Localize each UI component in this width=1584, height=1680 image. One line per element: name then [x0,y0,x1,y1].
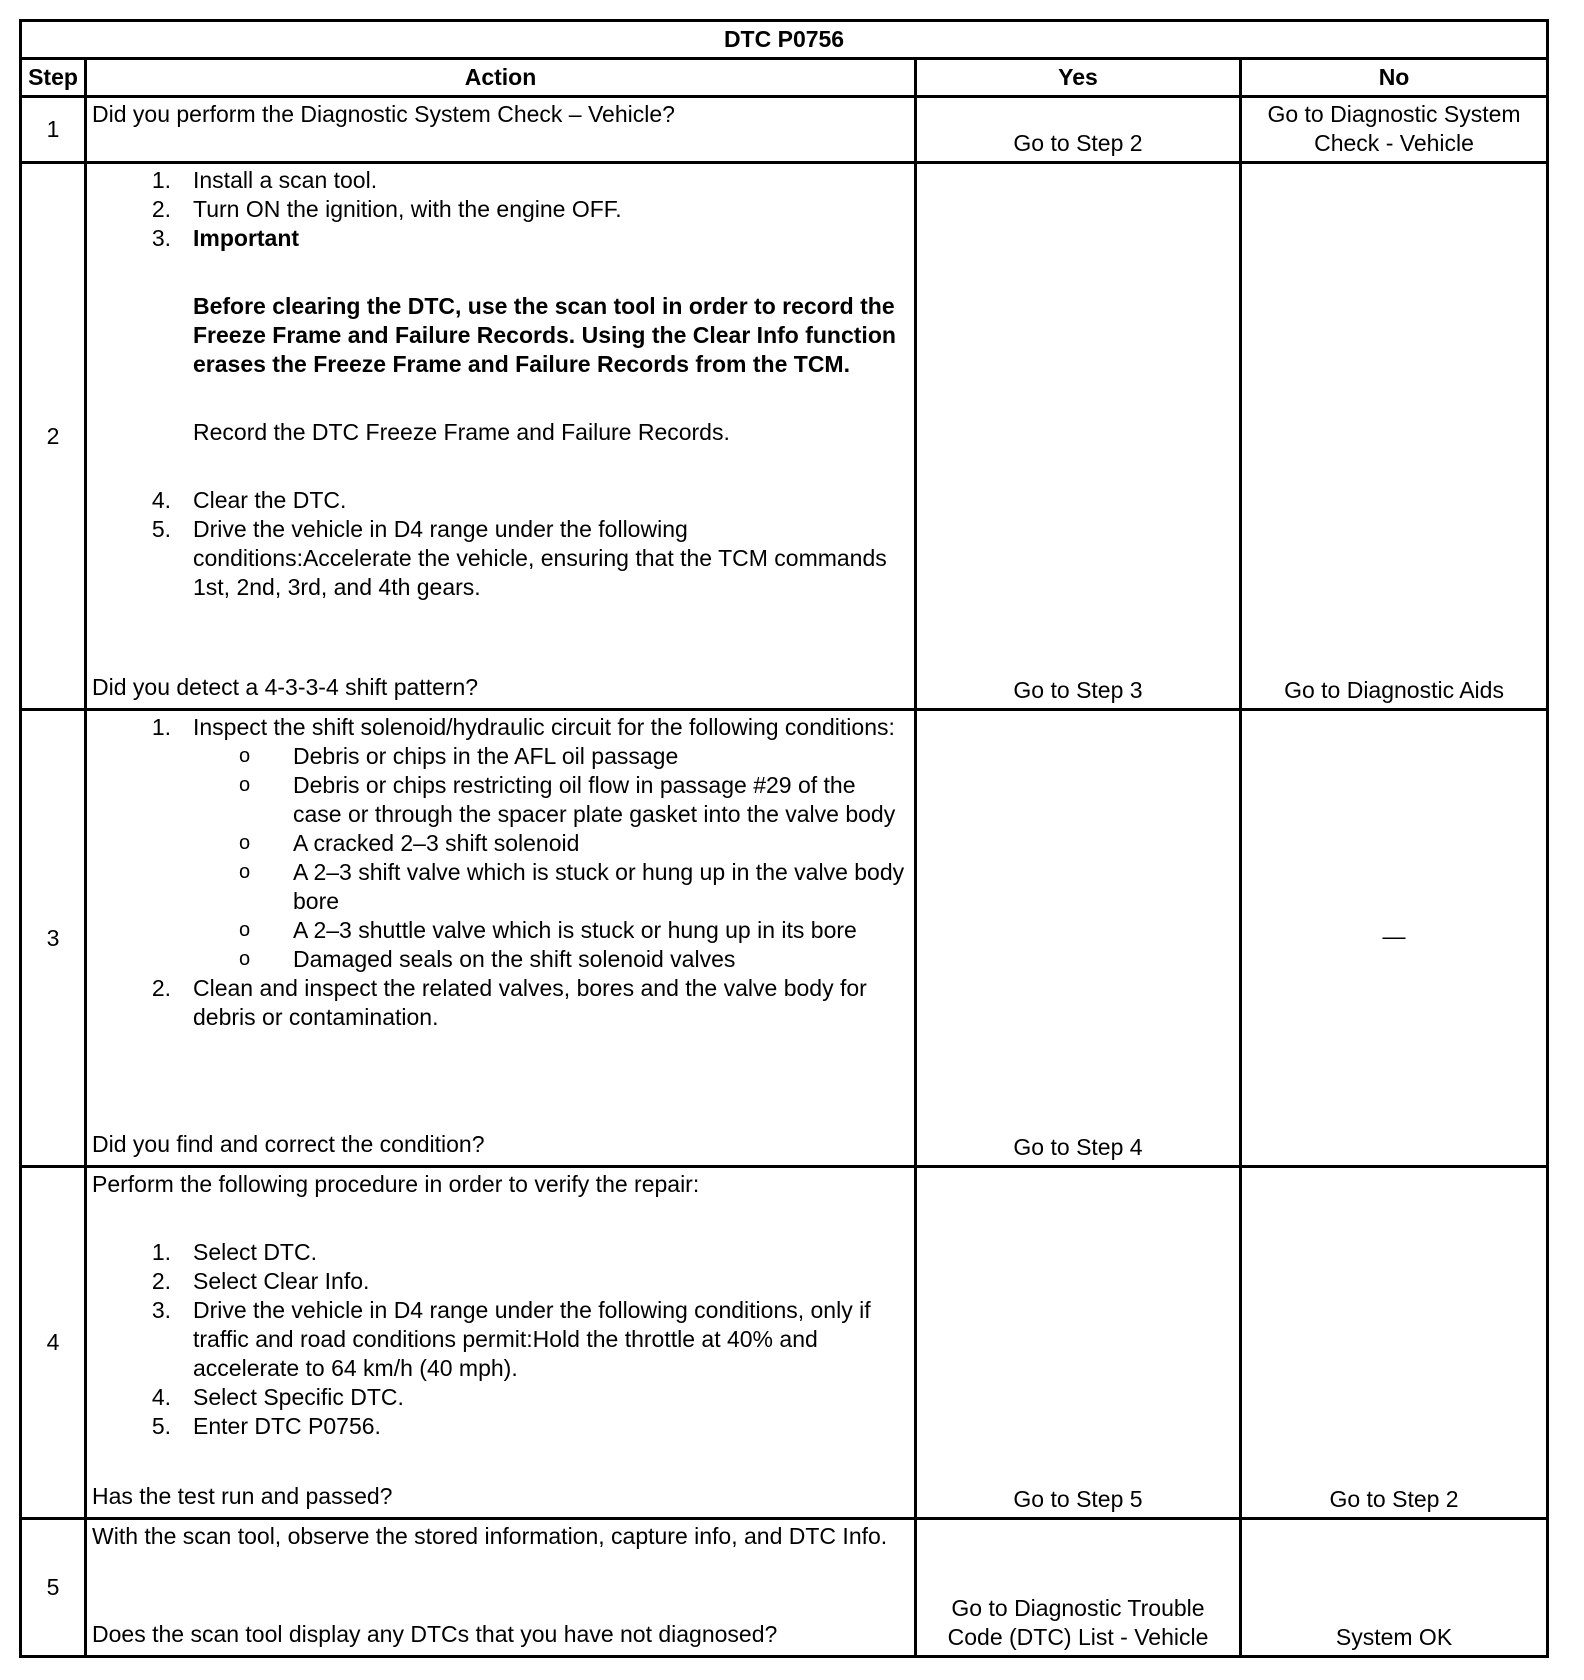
no-cell: Go to Step 2 [1241,1167,1548,1519]
no-cell: System OK [1241,1519,1548,1657]
important-note: Before clearing the DTC, use the scan tool in order to record the Freeze Frame and Failure Records. Using the Clear Info function erases the Freeze Frame and Failure Records from the TCM. [193,293,896,377]
action-cell [86,163,916,710]
header-action: Action [86,59,916,97]
list-item: 5. Enter DTC P0756. [151,1413,381,1439]
header-no: No [1241,59,1548,97]
condition-item: o A 2–3 shuttle valve which is stuck or hung up in its bore [239,917,857,943]
yes-cell: Go to Step 5 [916,1167,1241,1519]
list-item: 1. Inspect the shift solenoid/hydraulic circuit for the following conditions: o Debris or chips in the AFL oil passage o Debris or chips restricting oil flow in passage #29 of the case or through the spacer plate gasket into the valve body o A cracked 2–3 shift solenoid o A 2–3 shift valve which is stuck or hung up in the valve body bore o A 2–3 shuttle valve which is stuck or hung up in its bore o Damaged seals on the shift solenoid valves [92,713,910,974]
table-row-step-3 [21,710,1548,1167]
step-question: Does the scan tool display any DTCs that you have not diagnosed? [92,1621,778,1647]
list-item: 5. Drive the vehicle in D4 range under the following conditions:Accelerate the vehicle, ensuring that the TCM commands 1st, 2nd, 3rd, and 4th gears. [151,516,887,600]
table-title-row [21,21,1548,59]
action-cell [86,710,916,1167]
step-number: 4 [21,1167,86,1519]
condition-item: o A cracked 2–3 shift solenoid [239,830,580,856]
list-item: 3. Drive the vehicle in D4 range under the following conditions, only if traffic and road conditions permit:Hold the throttle at 40% and accelerate to 64 km/h (40 mph). [151,1297,871,1381]
condition-item: o Damaged seals on the shift solenoid valves [239,946,736,972]
condition-list [193,742,910,974]
procedure-list [92,713,910,1032]
diagnostic-table [19,19,1549,1658]
step-question: Did you perform the Diagnostic System Check – Vehicle? [92,101,675,127]
header-step: Step [21,59,86,97]
list-item: 2. Clean and inspect the related valves, bores and the valve body for debris or contamination. [151,975,867,1030]
table-row-step-2 [21,163,1548,710]
step-question: Did you find and correct the condition? [92,1131,485,1157]
yes-cell: Go to Step 2 [916,97,1241,163]
yes-cell: Go to Step 3 [916,163,1241,710]
list-item: 2. Turn ON the ignition, with the engine OFF. [151,196,622,222]
condition-item: o Debris or chips in the AFL oil passage [239,743,679,769]
list-item: 2. Select Clear Info. [151,1268,370,1294]
condition-item: o Debris or chips restricting oil flow in passage #29 of the case or through the spacer plate gasket into the valve body [239,772,896,827]
table-row-step-1 [21,97,1548,163]
step-intro: Perform the following procedure in order to verify the repair: [92,1171,700,1197]
table-row-step-5 [21,1519,1548,1657]
no-cell: — [1241,710,1548,1167]
no-cell: Go to Diagnostic System Check - Vehicle [1241,97,1548,163]
important-label: Important [193,225,300,251]
action-cell [86,97,916,163]
step-intro: With the scan tool, observe the stored information, capture info, and DTC Info. [92,1523,888,1549]
table-row-step-4 [21,1167,1548,1519]
step-number: 1 [21,97,86,163]
yes-cell: Go to Step 4 [916,710,1241,1167]
list-item: 1. Install a scan tool. [151,167,378,193]
step-number: 5 [21,1519,86,1657]
step-question: Did you detect a 4-3-3-4 shift pattern? [92,674,479,700]
no-cell: Go to Diagnostic Aids [1241,163,1548,710]
list-item: 1. Select DTC. [151,1239,317,1265]
header-yes: Yes [916,59,1241,97]
procedure-list [92,166,910,602]
column-header-row [21,59,1548,97]
yes-cell: Go to Diagnostic Trouble Code (DTC) List - Vehicle [916,1519,1241,1657]
list-item: 4. Select Specific DTC. [151,1384,404,1410]
action-cell [86,1167,916,1519]
step-question: Has the test run and passed? [92,1483,393,1509]
record-note: Record the DTC Freeze Frame and Failure Records. [193,419,730,445]
list-item: 3. Important Before clearing the DTC, use the scan tool in order to record the Freeze Frame and Failure Records. Using the Clear Info function erases the Freeze Frame and Failure Records from the TCM. Record the DTC Freeze Frame and Failure Records. [92,224,910,486]
step-number: 3 [21,710,86,1167]
action-cell [86,1519,916,1657]
condition-item: o A 2–3 shift valve which is stuck or hung up in the valve body bore [239,859,905,914]
list-item: 4. Clear the DTC. [151,487,347,513]
step-number: 2 [21,163,86,710]
procedure-list [92,1238,910,1441]
table-title: DTC P0756 [21,21,1548,59]
